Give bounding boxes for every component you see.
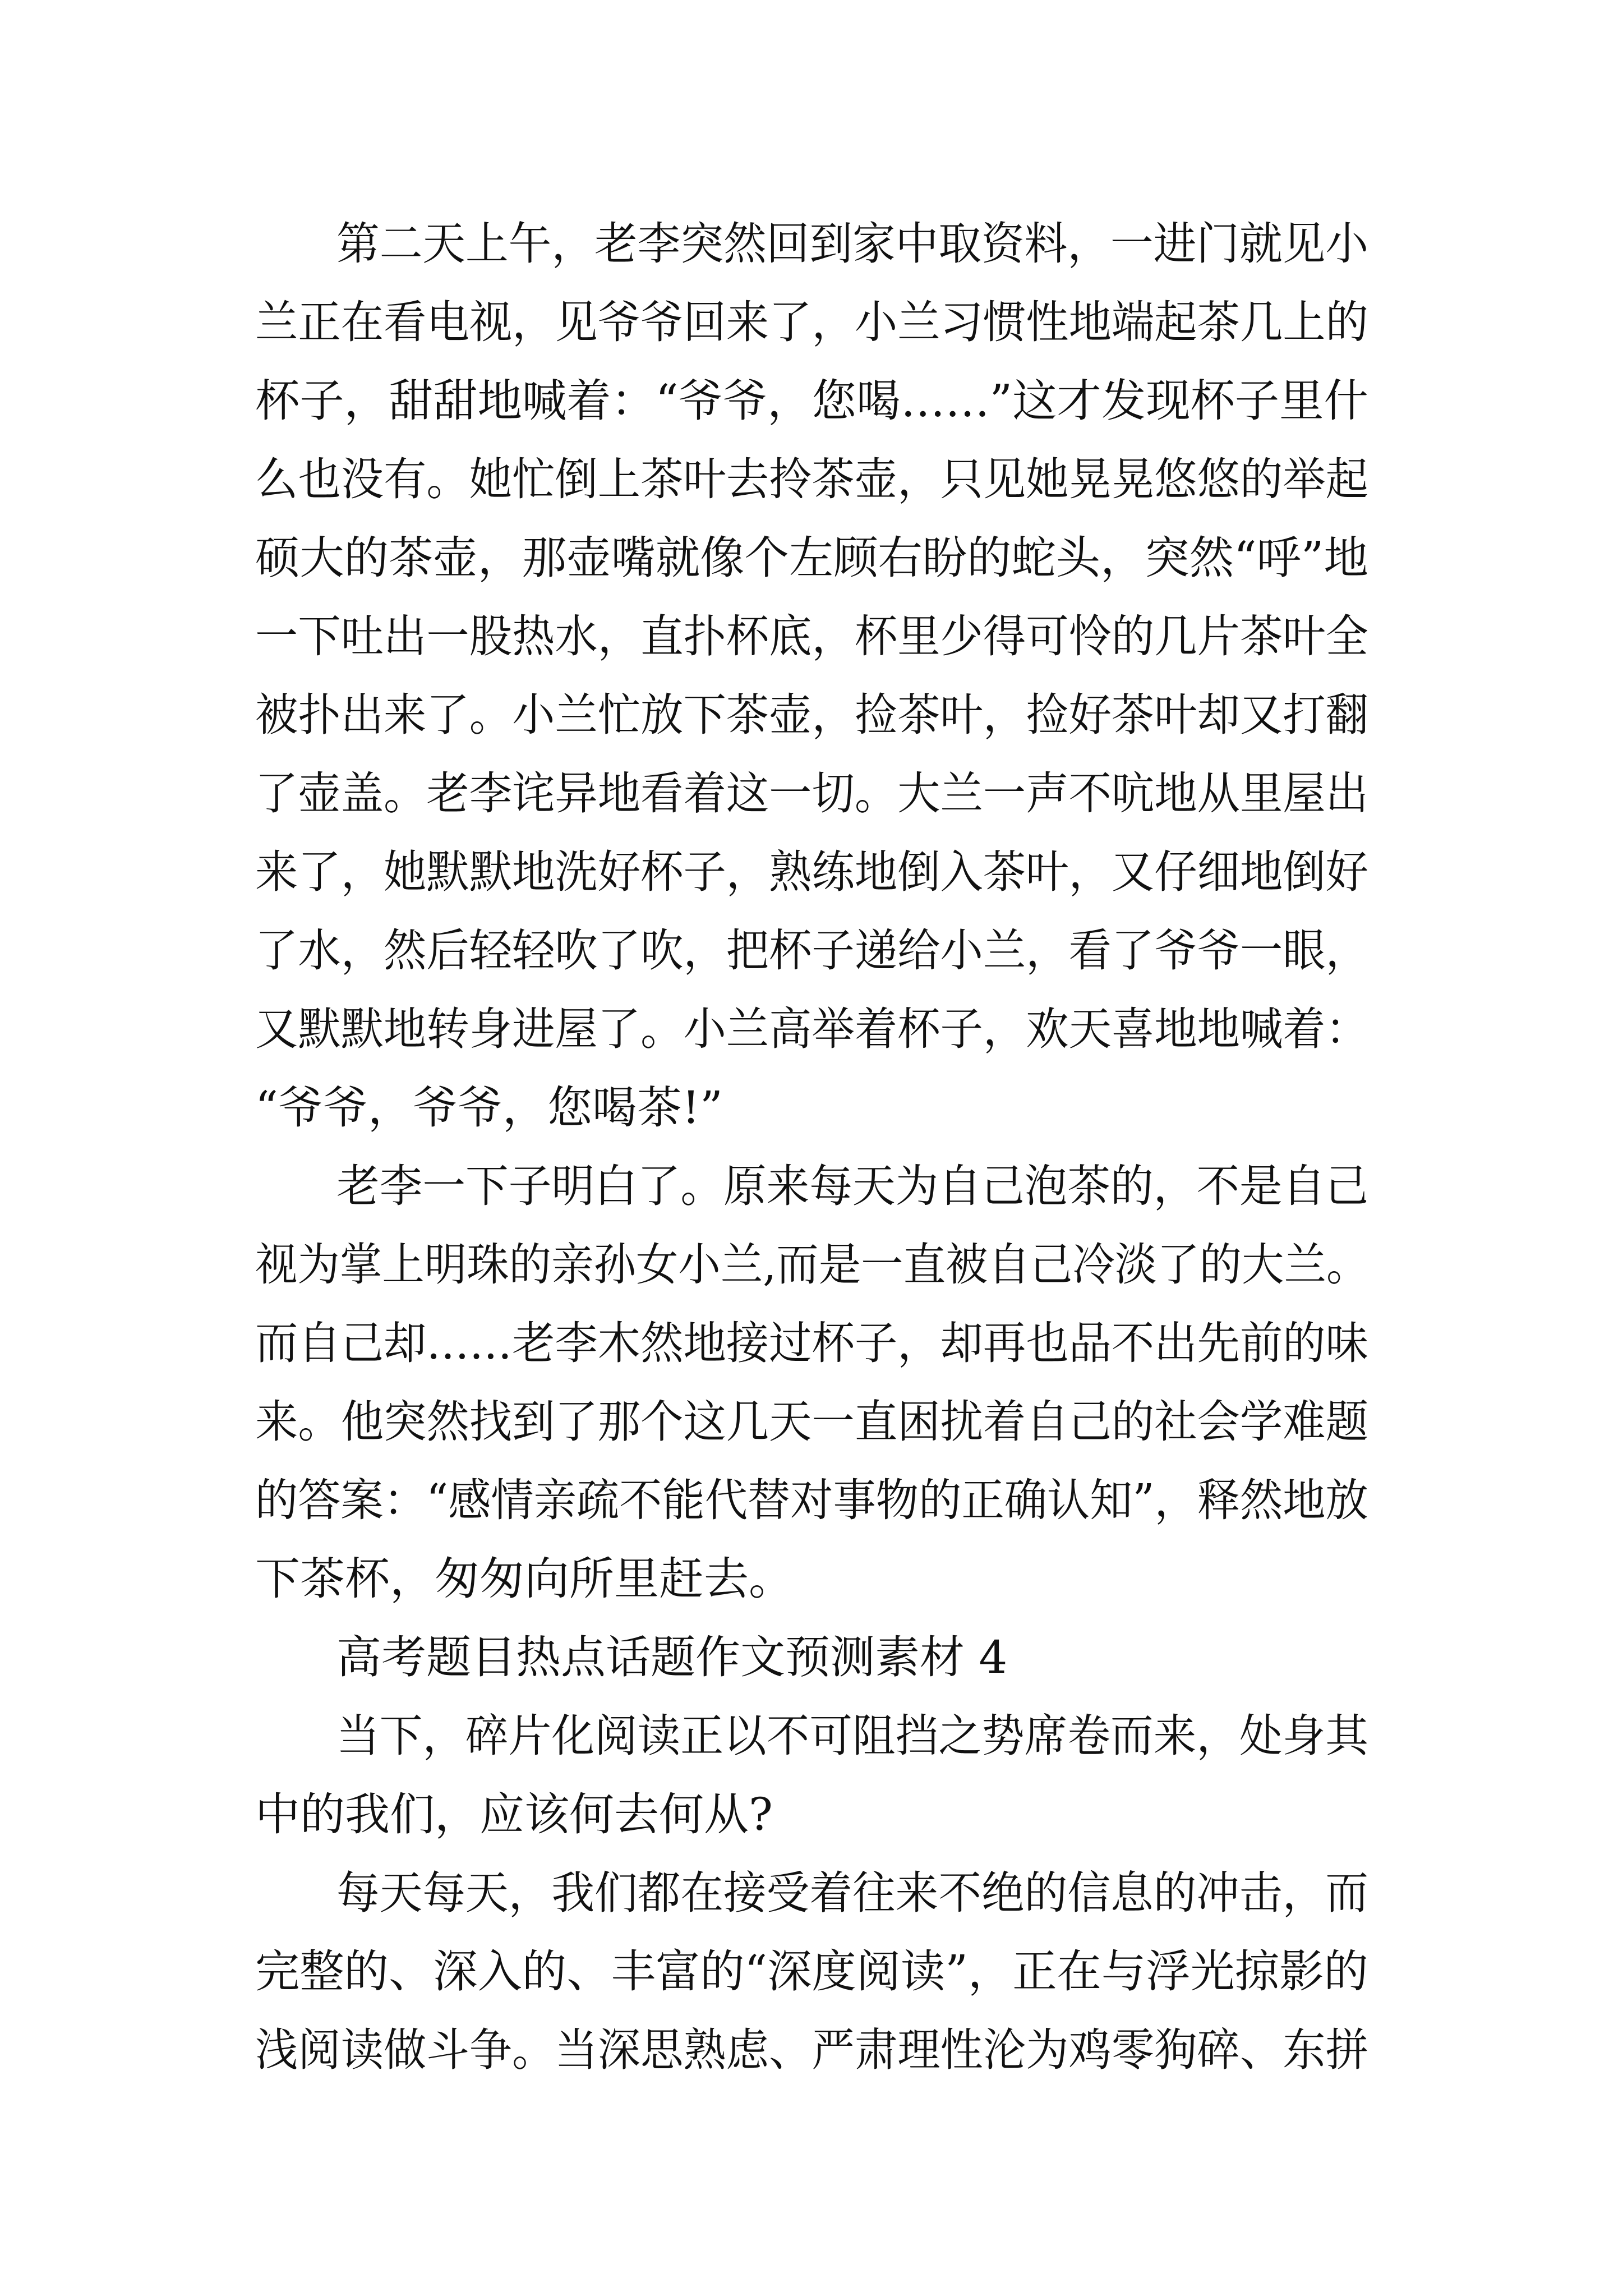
paragraph-line: 了壶盖。老李诧异地看着这一切。大兰一声不吭地从里屋出 [255, 767, 1368, 820]
paragraph-line: 老李一下子明白了。原来每天为自己泡茶的，不是自己 [336, 1160, 1368, 1212]
paragraph-line: “爷爷，爷爷，您喝茶!” [255, 1082, 723, 1134]
paragraph-line: 一下吐出一股热水，直扑杯底，杯里少得可怜的几片茶叶全 [255, 610, 1368, 662]
paragraph-line: 了水，然后轻轻吹了吹，把杯子递给小兰，看了爷爷一眼， [255, 924, 1368, 977]
section-heading: 高考题目热点话题作文预测素材 4 [336, 1631, 1008, 1683]
paragraph-line: 中的我们，应该何去何从? [255, 1788, 773, 1841]
paragraph-line: 兰正在看电视，见爷爷回来了，小兰习惯性地端起茶几上的 [255, 296, 1368, 348]
paragraph-line: 的答案：“感情亲疏不能代替对事物的正确认知”，释然地放 [255, 1474, 1368, 1526]
paragraph-line: 杯子，甜甜地喊着：“爷爷，您喝……”这才发现杯子里什 [255, 375, 1368, 427]
paragraph-line: 视为掌上明珠的亲孙女小兰,而是一直被自己冷淡了的大兰。 [255, 1239, 1369, 1291]
paragraph-line: 浅阅读做斗争。当深思熟虑、严肃理性沦为鸡零狗碎、东拼 [255, 2024, 1368, 2076]
paragraph-line: 么也没有。她忙倒上茶叶去拎茶壶，只见她晃晃悠悠的举起 [255, 453, 1368, 505]
paragraph-line: 又默默地转身进屋了。小兰高举着杯子，欢天喜地地喊着： [255, 1003, 1368, 1055]
paragraph-line: 被扑出来了。小兰忙放下茶壶，捡茶叶，捡好茶叶却又打翻 [255, 689, 1368, 741]
paragraph-line: 第二天上午，老李突然回到家中取资料，一进门就见小 [336, 218, 1368, 270]
paragraph-line: 完整的、深入的、丰富的“深度阅读”，正在与浮光掠影的 [255, 1945, 1368, 1998]
paragraph-line: 每天每天，我们都在接受着往来不绝的信息的冲击，而 [336, 1867, 1368, 1919]
paragraph-line: 硕大的茶壶，那壶嘴就像个左顾右盼的蛇头，突然“呼”地 [255, 532, 1368, 584]
paragraph-line: 当下，碎片化阅读正以不可阻挡之势席卷而来，处身其 [336, 1710, 1368, 1762]
paragraph-line: 来了，她默默地洗好杯子，熟练地倒入茶叶，又仔细地倒好 [255, 846, 1368, 898]
paragraph-line: 而自己却……老李木然地接过杯子，却再也品不出先前的味 [255, 1317, 1368, 1369]
paragraph-line: 下茶杯，匆匆向所里赶去。 [255, 1553, 794, 1605]
paragraph-line: 来。他突然找到了那个这几天一直困扰着自己的社会学难题 [255, 1396, 1368, 1448]
